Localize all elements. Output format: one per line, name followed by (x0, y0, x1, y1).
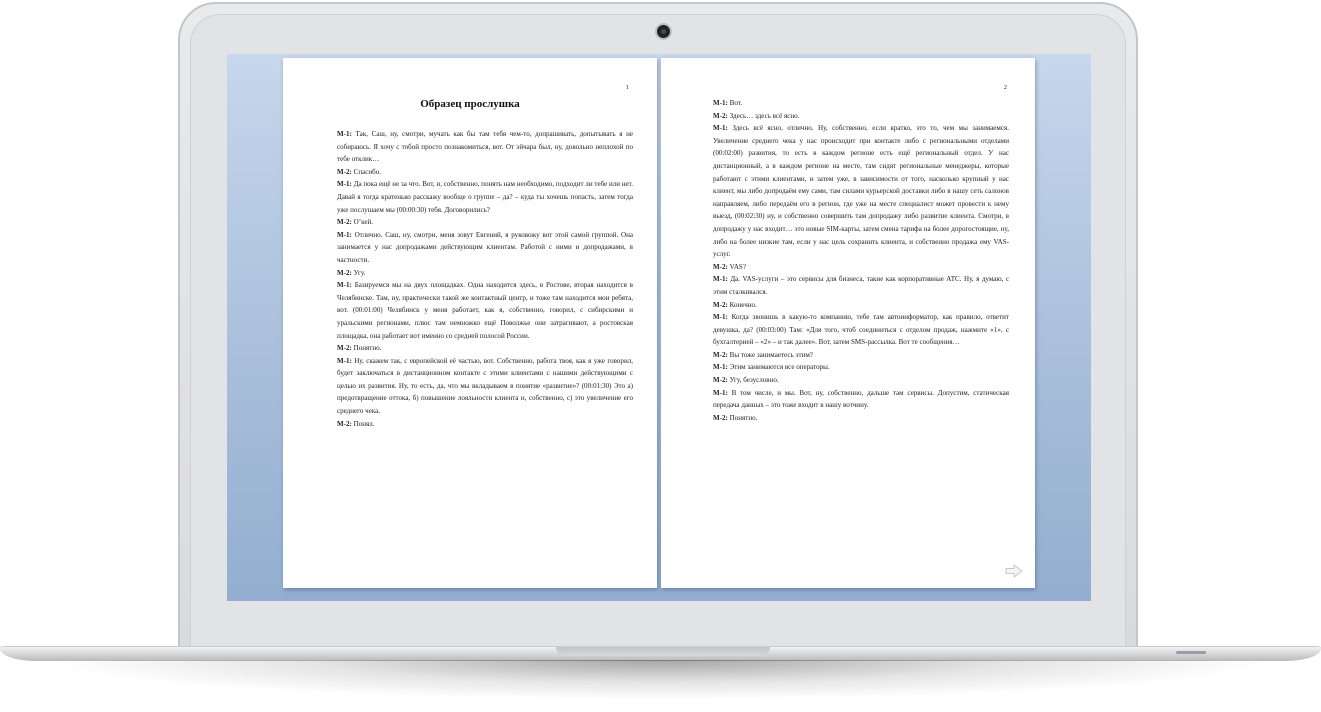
document-viewer (227, 54, 1091, 601)
dialogue-text: Понятно. (727, 413, 758, 422)
dialogue-text: Конечно. (727, 300, 757, 309)
speaker-label: М-1: (713, 388, 728, 397)
dialogue-paragraph (337, 216, 633, 229)
dialogue-paragraph (337, 166, 633, 179)
dialogue-paragraph (337, 342, 633, 355)
dialogue-text: Здесь… здесь всё ясно. (727, 111, 800, 120)
dialogue-text: Да. VAS-услуги – это сервисы для бизнеса, такие как корпоративные АТС. Ну, я думаю, с этим сталкивался. (713, 275, 1009, 296)
dialogue-paragraph (713, 97, 1009, 110)
speaker-label: М-2: (337, 344, 352, 353)
laptop-shadow (40, 660, 1280, 700)
dialogue-paragraph (713, 349, 1009, 362)
dialogue-text: Ну, скажем так, с европейской её частью, вот. Собственно, работа твоя, как я уже говорил, будет заключаться в дистанционном контакте с этими клиентами с нашими действующими с целью их развития. Ну, то есть, да, что мы вкладываем в понятие «развитие»? (00:01:30) Это а) предотвращение оттока, б) повышение лояльности клиента и, собственно, с) это увеличение его среднего чека. (337, 356, 633, 416)
dialogue-paragraph (713, 374, 1009, 387)
dialogue-paragraph (713, 412, 1009, 425)
dialogue-paragraph (337, 178, 633, 216)
dialogue-paragraph (713, 311, 1009, 349)
speaker-label: М-2: (713, 262, 728, 271)
speaker-label: М-2: (337, 218, 352, 227)
status-indicator-light (1176, 651, 1206, 654)
page-number: 2 (1003, 84, 1007, 91)
dialogue-text: Так, Саш, ну, смотри, мучать как бы там тебя чем-то, допрашивать, допытывать я не собираюсь. Я хочу с тобой просто познакомиться, вот. От эйчара был, ну, довольно неплохой по тебе отклик… (337, 130, 633, 164)
dialogue-text: Этим занимаются все операторы. (727, 363, 830, 372)
dialogue-text: Когда звонишь в какую-то компанию, тебе там автоинформатор, как правило, ответит девушка, да? (00:03:00) Там: «Для того, чтоб соединиться с отделом продаж, нажмите «1», с бухгалтерией – «2» – и так далее». Вот, затем SMS-рассылка. Вот те сообщения… (713, 313, 1009, 347)
speaker-label: М-2: (713, 111, 728, 120)
speaker-label: М-2: (337, 167, 352, 176)
lid-opening-notch (556, 647, 770, 656)
dialogue-text: В том числе, и мы. Вот, ну, собственно, дальше там сервисы. Допустим, статическая передача данных – это тоже входит в нашу вотчину. (713, 388, 1009, 410)
dialogue-text: Здесь всё ясно, отлично. Ну, собственно, если кратко, это то, чем мы занимаемся. Увеличение среднего чека у нас происходит при контакте либо с региональными отделами (00:02:00) развития, то есть в каждом регионе есть ещё региональный отдел. У нас дистанционный, а в каждом регионе на месте, там сидят региональные менеджеры, которые работают с этими клиентами, и затем уже, в зависимости от того, насколько крупный у нас клиент, мы либо допродаём ему сами, там силами курьерской доставки либо в нашу сеть салонов направляем, либо передаём его в регион, где уже на месте специалист может провести к нему выезд, (00:02:30) ну, и собственно совершить там допродажу либо развитие клиента. Смотри, в допродажу у нас входит… это новые SIM-карты, затем смена тарифа на более дорогостоящие, ну, либо на более низкие там, если у нас цель сохранить клиента, и собственно продажа ему VAS-услуг. (713, 124, 1009, 259)
dialogue-text: Угу. (351, 268, 366, 277)
speaker-label: М-1: (713, 363, 728, 372)
speaker-label: М-1: (713, 313, 728, 322)
speaker-label: М-2: (337, 419, 352, 428)
laptop-base (0, 646, 1321, 661)
speaker-label: М-2: (713, 376, 728, 385)
dialogue-paragraph (337, 267, 633, 280)
speaker-label: М-1: (713, 99, 728, 107)
dialogue-text: Спасибо. (351, 167, 382, 176)
dialogue-paragraph (337, 355, 633, 418)
dialogue-paragraph (337, 418, 633, 431)
page-text (713, 97, 1009, 424)
document-page-1 (283, 58, 657, 588)
next-page-arrow-icon[interactable] (1005, 564, 1023, 578)
dialogue-text: Вы тоже занимаетесь этим? (727, 350, 813, 359)
speaker-label: М-2: (337, 268, 352, 277)
dialogue-text: Базируемся мы на двух площадках. Одна находится здесь, в Ростове, вторая находится в Челябинске. Там, ну, практически такой же контактный центр, и тоже там находится мои ребята, вот. (00:01:00) Челябинск у меня работает, как я, собственно, говорил, с сибирскими и уральскими регионами, плюс там немножко ещё Поволжье они затрагивают, а ростовская площадка, она работает вот именно со средней полосой России. (337, 281, 633, 340)
dialogue-text: О’кей. (351, 218, 373, 227)
dialogue-paragraph (337, 279, 633, 342)
speaker-label: М-2: (713, 413, 728, 422)
dialogue-text: Угу, безусловно. (727, 376, 779, 385)
document-title: Образец прослушка (420, 98, 520, 110)
dialogue-text: Вот. (727, 99, 743, 107)
dialogue-text: Отлично. Саш, ну, смотри, меня зовут Евгений, я руковожу вот этой самой группой. Она занимается у нас допродажами действующим клиентам. Работой с ними и допродажами, в частности. (337, 230, 633, 264)
camera-icon (657, 25, 670, 38)
page-number: 1 (625, 84, 629, 91)
speaker-label: М-1: (337, 180, 352, 189)
dialogue-paragraph (713, 361, 1009, 374)
dialogue-paragraph (713, 299, 1009, 312)
dialogue-paragraph (713, 110, 1009, 123)
page-text (337, 128, 633, 430)
speaker-label: М-1: (337, 230, 352, 239)
dialogue-paragraph (713, 261, 1009, 274)
dialogue-paragraph (337, 229, 633, 267)
speaker-label: М-2: (713, 300, 728, 309)
speaker-label: М-1: (337, 356, 352, 365)
dialogue-text: VAS? (727, 262, 746, 271)
document-page-2 (661, 58, 1035, 588)
speaker-label: М-1: (713, 124, 728, 133)
speaker-label: М-1: (713, 275, 728, 284)
speaker-label: М-2: (713, 350, 728, 359)
dialogue-paragraph (713, 273, 1009, 298)
dialogue-text: Понятно. (351, 344, 382, 353)
dialogue-paragraph (713, 122, 1009, 261)
dialogue-paragraph (337, 128, 633, 166)
speaker-label: М-1: (337, 281, 352, 290)
dialogue-paragraph (713, 387, 1009, 412)
dialogue-text: Да пока ещё не за что. Вот, и, собственно, понять нам необходимо, подходит ли тебе или нет. Давай я тогда кратенько расскажу вообще о группе – да? – куда ты хочешь попасть, затем тогда уже послушаем мы (00:00:30) тебя. Договорились? (337, 180, 633, 214)
dialogue-text: Понял. (351, 419, 375, 428)
speaker-label: М-1: (337, 130, 352, 138)
